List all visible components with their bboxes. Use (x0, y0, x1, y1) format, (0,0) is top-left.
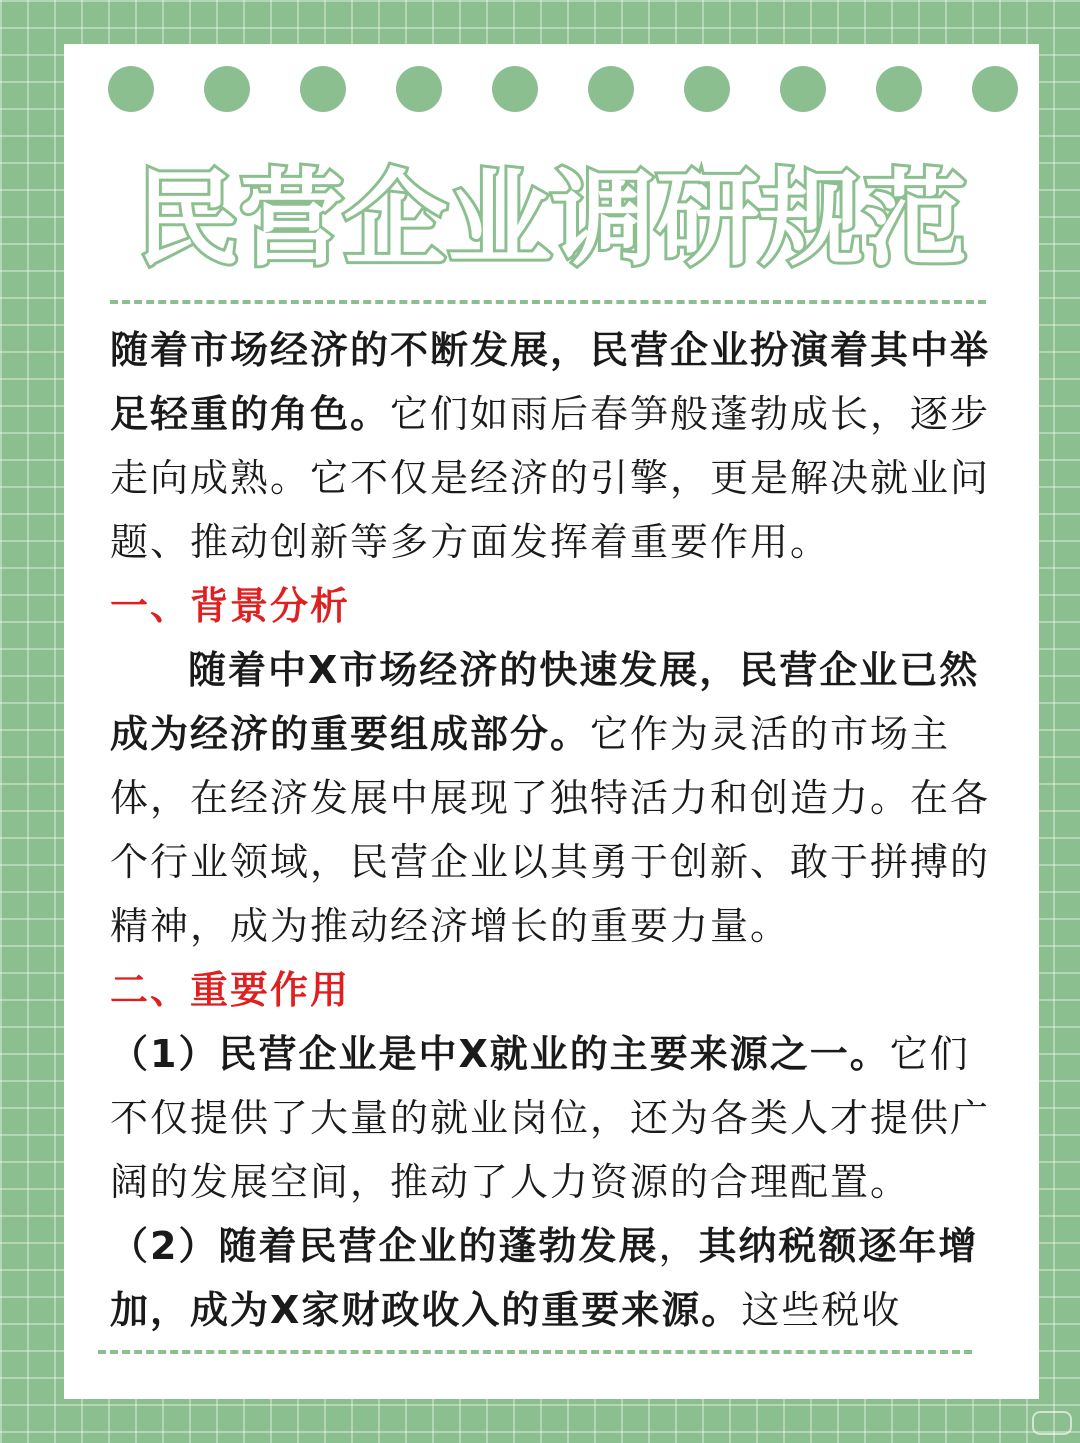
importance-item-1 (110, 1022, 1000, 1214)
item1-text: 它们不仅提供了大量的就业岗位，还为各类人才提供广阔的发展空间，推动了人力资源的合理配置。 (110, 1032, 991, 1204)
binder-hole (972, 66, 1018, 112)
section-heading-importance: 二、重要作用 (110, 968, 351, 1012)
item2-text: 这些税收 (741, 1288, 902, 1332)
importance-item-2 (110, 1214, 1000, 1342)
intro-bold-text: 随着市场经济的不断发展，民营企业扮演着其中举足轻重的角色。 (110, 328, 991, 436)
background-paragraph (110, 638, 1000, 958)
background-text: 它作为灵活的市场主体，在经济发展中展现了独特活力和创造力。在各个行业领域，民营企业以其勇于创新、敢于拼搏的精神，成为推动经济增长的重要力量。 (110, 712, 991, 948)
bottom-divider (98, 1350, 972, 1354)
item2-bold-text: （2）随着民营企业的蓬勃发展 (110, 1224, 659, 1268)
binder-hole (492, 66, 538, 112)
binder-hole (876, 66, 922, 112)
item2-bold-text-2: 其纳税额逐年增加，成为X家财政收入的重要来源。 (110, 1224, 979, 1332)
intro-paragraph (110, 318, 1000, 574)
top-divider (110, 300, 986, 304)
item2-separator: ， (658, 1224, 699, 1268)
section-heading-background: 一、背景分析 (110, 584, 351, 628)
page-title: 民营企业调研规范 (135, 158, 968, 280)
binder-hole (300, 66, 346, 112)
binder-hole (204, 66, 250, 112)
binder-hole (588, 66, 634, 112)
binder-hole (780, 66, 826, 112)
binder-hole (108, 66, 154, 112)
binder-hole (684, 66, 730, 112)
binder-hole (396, 66, 442, 112)
intro-text: 它们如雨后春笋般蓬勃成长，逐步走向成熟。它不仅是经济的引擎，更是解决就业问题、推动创新等多方面发挥着重要作用。 (110, 392, 991, 564)
note-card (64, 44, 1039, 1399)
article-body (110, 318, 1000, 1342)
item1-bold-text: （1）民营企业是中X就业的主要来源之一。 (110, 1032, 890, 1076)
background-bold-text: 随着中X市场经济的快速发展，民营企业已然成为经济的重要组成部分。 (110, 648, 980, 756)
watermark-badge (1032, 1411, 1072, 1435)
binder-holes (64, 44, 1039, 144)
